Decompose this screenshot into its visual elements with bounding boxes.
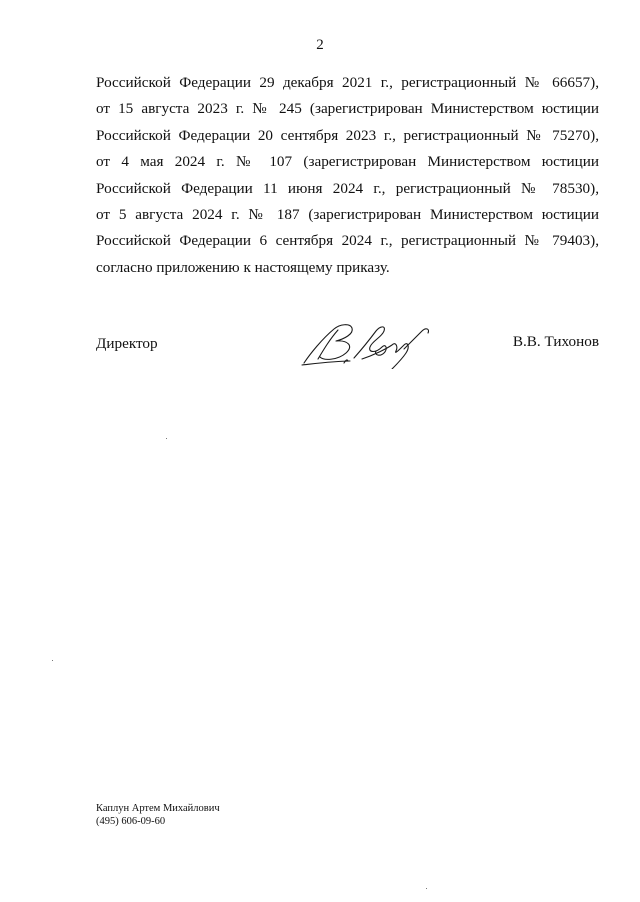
body-line: Российской Федерации 6 сентября 2024 г., регистрационный № 79403), [96,232,599,250]
executor-phone: (495) 606-09-60 [96,816,166,827]
document-body [96,70,599,281]
scan-speck [52,660,53,661]
body-line: от 5 августа 2024 г. № 187 (зарегистрирован Министерством юстиции [96,206,599,224]
signatory-position: Директор [96,335,158,352]
body-line: Российской Федерации 29 декабря 2021 г., регистрационный № 66657), [96,74,599,91]
body-line: от 15 августа 2023 г. № 245 (зарегистрирован Министерством юстиции [96,100,599,118]
body-line: согласно приложению к настоящему приказу. [96,258,390,276]
body-line: Российской Федерации 20 сентября 2023 г., регистрационный № 75270), [96,126,599,144]
body-line: Российской Федерации 11 июня 2024 г., регистрационный № 78530), [96,179,599,197]
handwritten-signature [300,319,440,369]
signatory-name: В.В. Тихонов [512,333,599,350]
scan-speck [166,438,167,439]
scan-speck [426,888,427,889]
page-number: 2 [316,37,324,53]
executor-contact [96,802,220,828]
body-line: от 4 мая 2024 г. № 107 (зарегистрирован Министерством юстиции [96,153,599,171]
executor-name: Каплун Артем Михайлович [96,803,220,814]
